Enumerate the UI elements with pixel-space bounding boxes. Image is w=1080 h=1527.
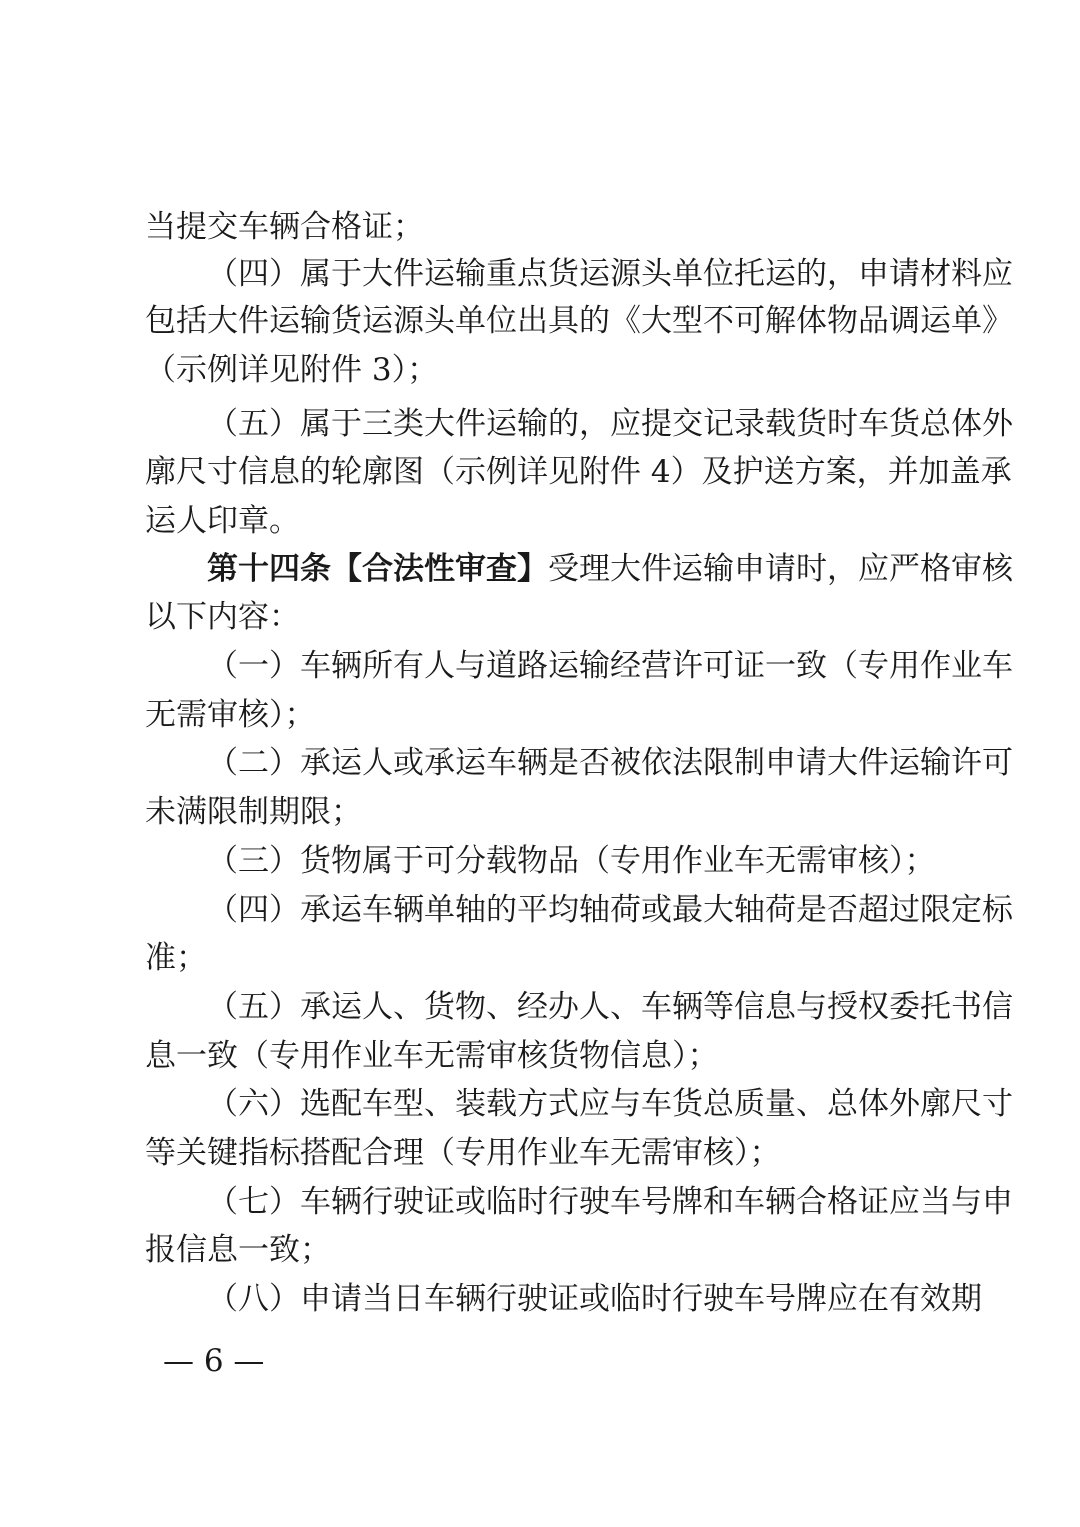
text-line: 当提交车辆合格证； [145, 209, 424, 245]
list-item: （五）承运人、货物、经办人、车辆等信息与授权委托书信 [207, 989, 1013, 1025]
list-item: 无需审核）； [145, 697, 316, 733]
list-item: 报信息一致； [145, 1232, 331, 1268]
list-item: （六）选配车型、装载方式应与车货总质量、总体外廓尺寸 [207, 1086, 1013, 1122]
text-line: 包括大件运输货运源头单位出具的《大型不可解体物品调运单》 [145, 303, 1013, 339]
article-14-label: 第十四条【合法性审查】 [207, 551, 548, 587]
list-item: （二）承运人或承运车辆是否被依法限制申请大件运输许可 [207, 745, 1013, 781]
list-item: （三）货物属于可分载物品（专用作业车无需审核）； [207, 843, 936, 879]
text-line: （五）属于三类大件运输的，应提交记录载货时车货总体外 [207, 406, 1013, 442]
page-number: — 6 — [163, 1343, 265, 1379]
text-line: 运人印章。 [145, 503, 300, 539]
list-item: （八）申请当日车辆行驶证或临时行驶车号牌应在有效期 [207, 1281, 982, 1317]
article-14-text: 受理大件运输申请时，应严格审核 [548, 551, 1013, 587]
list-item: 等关键指标搭配合理（专用作业车无需审核）； [145, 1135, 781, 1171]
text-line: （示例详见附件 3）； [145, 352, 439, 388]
list-item: 未满限制期限； [145, 794, 362, 830]
text-line: （四）属于大件运输重点货运源头单位托运的，申请材料应 [207, 256, 1013, 292]
text-line: 廓尺寸信息的轮廓图（示例详见附件 4）及护送方案，并加盖承 [145, 454, 1012, 490]
list-item: 准； [145, 940, 207, 976]
article-14-heading-line [207, 549, 1013, 589]
text-line: 以下内容： [145, 599, 300, 635]
list-item: （四）承运车辆单轴的平均轴荷或最大轴荷是否超过限定标 [207, 892, 1013, 928]
list-item: （七）车辆行驶证或临时行驶车号牌和车辆合格证应当与申 [207, 1184, 1013, 1220]
list-item: （一）车辆所有人与道路运输经营许可证一致（专用作业车 [207, 648, 1013, 684]
list-item: 息一致（专用作业车无需审核货物信息）； [145, 1038, 719, 1074]
